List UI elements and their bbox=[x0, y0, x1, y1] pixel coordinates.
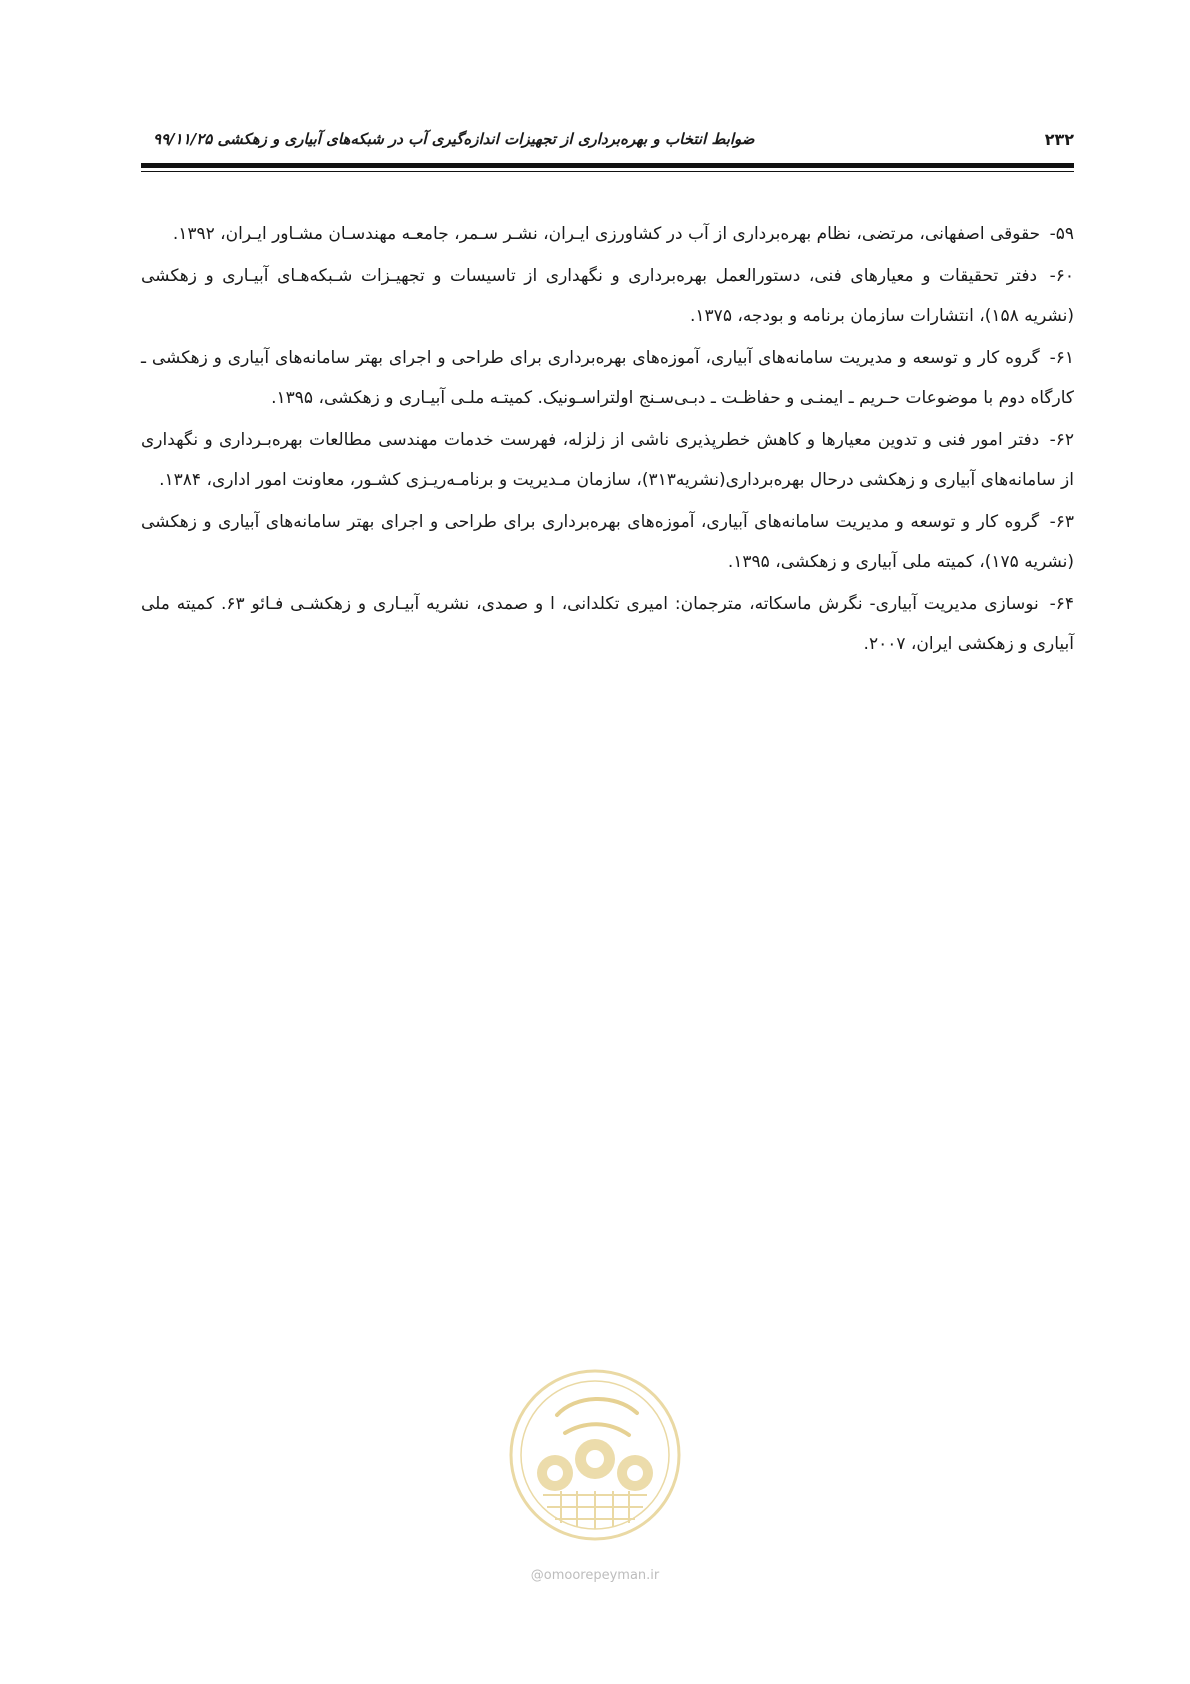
page-header bbox=[141, 128, 1074, 158]
watermark-logo-icon bbox=[505, 1355, 685, 1565]
reference-item bbox=[141, 420, 1074, 500]
reference-text: حقوقی اصفهانی، مرتضی، نظام بهره‌برداری از آب در کشاورزی ایـران، نشـر سـمر، جامعـه مهندسـان مشـاور ایـران، ۱۳۹۲. bbox=[172, 224, 1041, 244]
running-title bbox=[141, 130, 755, 148]
header-rule-thick bbox=[141, 163, 1074, 168]
header-rule-thin bbox=[141, 171, 1074, 172]
reference-item bbox=[141, 256, 1074, 336]
reference-text: نوسازی مدیریت آبیاری- نگرش ماسکاته، مترجمان: امیری تکلدانی، ا و صمدی، نشریه آبیـاری و زهکشـی فـائو ۶۳. کمیته ملی آبیاری و زهکشی ایران، ۲۰۰۷. bbox=[141, 594, 1074, 654]
page-number: ۲۳۲ bbox=[1044, 130, 1074, 149]
reference-text: گروه کار و توسعه و مدیریت سامانه‌های آبیاری، آموزه‌های بهره‌برداری برای طراحی و اجرای بهتر سامانه‌های آبیاری و زهکشی (نشریه ۱۷۵)، کمیته ملی آبیاری و زهکشی، ۱۳۹۵. bbox=[141, 512, 1074, 572]
reference-number: ۶۱- bbox=[1049, 348, 1075, 368]
reference-item bbox=[141, 338, 1074, 418]
reference-item bbox=[141, 502, 1074, 582]
reference-number: ۶۰- bbox=[1049, 266, 1074, 286]
reference-text: گروه کار و توسعه و مدیریت سامانه‌های آبیاری، آموزه‌های بهره‌برداری برای طراحی و اجرای بهتر سامانه‌های آبیاری و زهکشی ـ کارگاه دوم با موضوعات حـریم ـ ایمنـی و حفاظـت ـ دبـی‌سـنج اولتراسـونیک. کمیتـه ملـی آبیـاری و زهکشی، ۱۳۹۵. bbox=[141, 348, 1074, 408]
reference-text: دفتر امور فنی و تدوین معیارها و کاهش خطرپذیری ناشی از زلزله، فهرست خدمات مهندسی مطالعات بهره‌بـرداری و نگهداری از سامانه‌های آبیاری و زهکشی درحال بهره‌برداری(نشریه۳۱۳)، سازمان مـدیریت و برنامـه‌ریـزی کشـور، معاونت امور اداری، ۱۳۸۴. bbox=[141, 430, 1074, 490]
reference-item bbox=[141, 214, 1074, 254]
running-title-date: ۹۹/۱۱/۲۵ bbox=[153, 130, 213, 148]
reference-number: ۵۹- bbox=[1049, 224, 1074, 244]
reference-number: ۶۴- bbox=[1049, 594, 1075, 614]
running-title-text: ضوابط انتخاب و بهره‌برداری از تجهیزات اندازه‌گیری آب در شبکه‌های آبیاری و زهکشی bbox=[217, 130, 755, 148]
reference-text: دفتر تحقیقات و معیارهای فنی، دستورالعمل بهره‌برداری و نگهداری از تاسیسات و تجهیـزات شـبکه‌هـای آبیـاری و زهکشی (نشریه ۱۵۸)، انتشارات سازمان برنامه و بودجه، ۱۳۷۵. bbox=[141, 266, 1074, 326]
reference-list bbox=[141, 214, 1074, 666]
watermark-site: @omoorepeyman.ir bbox=[530, 1568, 660, 1583]
reference-number: ۶۳- bbox=[1049, 512, 1074, 532]
reference-number: ۶۲- bbox=[1049, 430, 1075, 450]
reference-item bbox=[141, 584, 1074, 664]
